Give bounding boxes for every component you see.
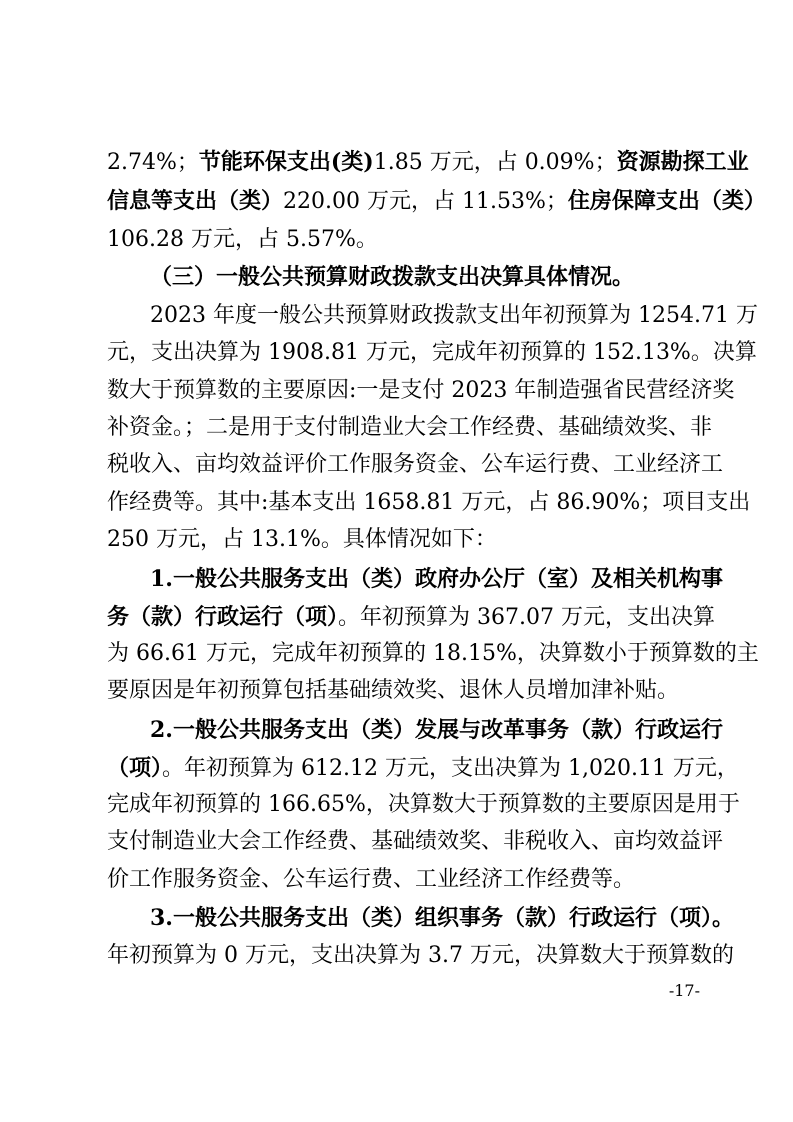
- text-line: [107, 447, 724, 483]
- text-line: [107, 335, 757, 371]
- item-heading: [150, 712, 723, 748]
- text-line: [107, 222, 693, 258]
- heading-text: （三）一般公共预算财政拨款支出决算具体情况。: [150, 264, 635, 290]
- text-segment: 价工作服务资金、公车运行费、工业经济工作经费等。: [107, 867, 636, 892]
- text-line: [107, 144, 749, 180]
- bold-text-segment: 住房保障支出（类）: [567, 188, 766, 214]
- bold-text-segment: 1.一般公共服务支出（类）政府办公厅（室）及相关机构事: [150, 566, 723, 592]
- text-line: [107, 485, 751, 521]
- text-segment: 1.85 万元，占 0.09%；: [373, 150, 617, 175]
- item-heading: [150, 900, 734, 936]
- text-segment: 数大于预算数的主要原因:一是支付 2023 年制造强省民营经济奖: [107, 378, 735, 403]
- text-line: [107, 599, 715, 635]
- text-line: [107, 410, 713, 446]
- text-line: [107, 787, 740, 823]
- text-line: [107, 522, 693, 558]
- text-line: [150, 298, 758, 334]
- text-segment: 税收入、亩均效益评价工作服务资金、公车运行费、工业经济工: [107, 452, 724, 477]
- text-segment: 要原因是年初预算包括基础绩效奖、退休人员增加津补贴。: [107, 678, 680, 703]
- text-segment: 220.00 万元，占 11.53%；: [283, 189, 568, 214]
- text-line: [107, 373, 735, 409]
- bold-text-segment: 2.一般公共服务支出（类）发展与改革事务（款）行政运行: [150, 717, 723, 743]
- text-segment: 完成年初预算的 166.65%，决算数大于预算数的主要原因是用于: [107, 792, 740, 817]
- text-segment: 作经费等。其中:基本支出 1658.81 万元，占 86.90%；项目支出: [107, 490, 751, 515]
- text-segment: 支付制造业大会工作经费、基础绩效奖、非税收入、亩均效益评: [107, 829, 724, 854]
- text-segment: 2.74%；: [107, 150, 199, 175]
- text-segment: 。年初预算为 367.07 万元，支出决算: [338, 605, 715, 630]
- bold-text-segment: 3.一般公共服务支出（类）组织事务（款）行政运行（项）。: [150, 905, 734, 931]
- text-line: [107, 862, 693, 898]
- text-segment: 元，支出决算为 1908.81 万元，完成年初预算的 152.13%。决算: [107, 340, 757, 365]
- bold-text-segment: （项）: [107, 755, 163, 781]
- text-segment: 250 万元，占 13.1%。具体情况如下：: [107, 527, 497, 552]
- text-line: [107, 673, 693, 709]
- text-segment: 2023 年度一般公共预算财政拨款支出年初预算为 1254.71 万: [150, 303, 758, 328]
- bold-text-segment: 资源勘探工业: [616, 149, 749, 175]
- item-heading: [150, 561, 723, 597]
- text-line: [107, 183, 766, 219]
- text-segment: 为 66.61 万元，完成年初预算的 18.15%，决算数小于预算数的主: [107, 641, 759, 666]
- text-segment: 年初预算为 0 万元，支出决算为 3.7 万元，决算数大于预算数的: [107, 943, 734, 968]
- text-segment: 补资金。；二是用于支付制造业大会工作经费、基础绩效奖、非: [107, 415, 713, 440]
- text-line: [107, 636, 759, 672]
- bold-text-segment: 务（款）行政运行（项）: [107, 604, 339, 630]
- page-number: -17-: [668, 981, 700, 1000]
- text-segment: 。年初预算为 612.12 万元，支出决算为 1,020.11 万元，: [162, 756, 739, 781]
- bold-text-segment: 节能环保支出(类): [198, 149, 374, 175]
- section-heading: [150, 259, 693, 295]
- text-segment: 106.28 万元，占 5.57%。: [107, 227, 378, 252]
- text-line: [107, 938, 734, 974]
- text-line: [107, 750, 739, 786]
- text-line: [107, 824, 724, 860]
- bold-text-segment: 信息等支出（类）: [107, 188, 284, 214]
